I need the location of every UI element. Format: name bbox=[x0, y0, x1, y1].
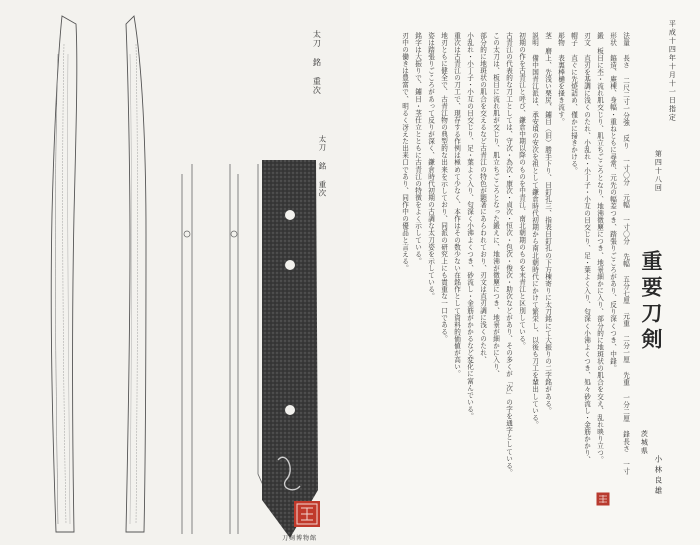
body-column: 部分的に地斑状の肌合を交えるなど古青江の特色が顕著にあらわれており、刃文は直刃調に浅くのたれ、 bbox=[478, 32, 487, 364]
body-column: 初期の作を古青江と呼び、鎌倉中期以降のものを中青江、南北朝期のものを末青江と区別している。 bbox=[517, 32, 526, 350]
issue-number: 第四十八回 bbox=[654, 150, 663, 193]
body-column: 彫物 表裏棒樋を掻き流す。 bbox=[556, 32, 565, 126]
body-column: 地刃ともに健全で、古青江物の典型的な出来を示しており、同派の研究上にも貴重な一口である。 bbox=[439, 32, 448, 343]
body-column: 小乱れ・小丁子・小互の目交じり、足・葉よく入り、匂深く小沸よくつき、砂流し・金筋がかかるなど変化に富んでいる。 bbox=[465, 32, 474, 420]
owner-prefecture: 茨城県 bbox=[640, 430, 649, 456]
body-column: 銘字は大振りで、鑢目・茎仕立とともに古青江の特徴をよく示している。 bbox=[413, 32, 422, 265]
body-column: 姿は踏張りごころがあって反りが深く、鎌倉時代初期の古調な太刀姿を示している。 bbox=[426, 32, 435, 300]
text-page bbox=[350, 0, 700, 545]
museum-seal-icon bbox=[293, 500, 321, 528]
oshigata-caption: 太刀 銘 重次 bbox=[317, 135, 327, 198]
body-column: 帽子 直ぐに先焼詰め、僅かに掃きかける。 bbox=[569, 32, 578, 175]
nakago-rubbing bbox=[256, 160, 324, 540]
body-column: 説明 備中国青江派は、承安頃の安次を祖として鎌倉時代初期から南北朝時代にかけて繁栄し、以後も刀工を輩出している。 bbox=[530, 32, 539, 429]
designation-date: 平成十四年十月十一日指定 bbox=[668, 20, 677, 122]
sword-title-left: 太刀 銘 重次 bbox=[312, 30, 322, 95]
body-column: この太刀は、板目に流れ肌が交じり、肌立ちごころとなった鍛えに、地沸が微塵につき、地景が細かに入り、 bbox=[491, 32, 500, 378]
oshigata-drawing-omote bbox=[28, 14, 88, 534]
body-column: 茎 磨上、先浅い栗尻、鑢目（旧）勝手下り、目釘孔三、指表目釘孔の下方棟寄りに太刀銘にて大振りの二字銘がある。 bbox=[543, 32, 552, 415]
owner-name: 小林良雄 bbox=[653, 455, 663, 497]
body-column: 刃中の働きは豊富で、明るく冴えた出来口であり、同作中の優品と言える。 bbox=[400, 32, 409, 272]
body-column: 形状 鎬造、庵棟、身幅・重ねともに尋常、元先の幅差つき、踏張りごころがあり、反り深くつき、中鋒。 bbox=[608, 32, 617, 372]
red-stamp-icon bbox=[596, 492, 610, 506]
body-column: 古青江の代表的な刀工としては、守次・為次・康次・貞次・恒次・包次・俊次・助次などがあり、その多くが「次」の字を通字としている。 bbox=[504, 32, 513, 477]
body-column: 刃文 直刃を基調に浅くのたれ、小乱れ・小丁子・小互の目交じり、足・葉よく入り、匂深く小沸よくつき、処々砂流し・金筋かかり、 bbox=[582, 32, 591, 464]
page-title: 重要刀剣 bbox=[639, 250, 665, 354]
oshigata-drawing-ura bbox=[108, 14, 168, 534]
body-column: 鍛 板目に杢・流れ肌交じり、肌立ちごころとなり、地沸微塵につき、地景細かに入り、部分的に地斑状の肌合を交え、乱れ映り立つ。 bbox=[595, 32, 604, 464]
body-column: 法量 長さ 二尺二寸一分強 反り 一寸〇分 元幅 一寸〇分 先幅 五分七厘 元重 二分一厘 先重 一分二厘 鋒長さ 一寸 bbox=[621, 32, 630, 475]
body-column: 重次は古青江の刀工で、現存する作例は極めて少なく、本作はその数少ない在銘作として資料的価値が高い。 bbox=[452, 32, 461, 378]
seal-caption: 刀剣博物館 bbox=[282, 535, 318, 542]
